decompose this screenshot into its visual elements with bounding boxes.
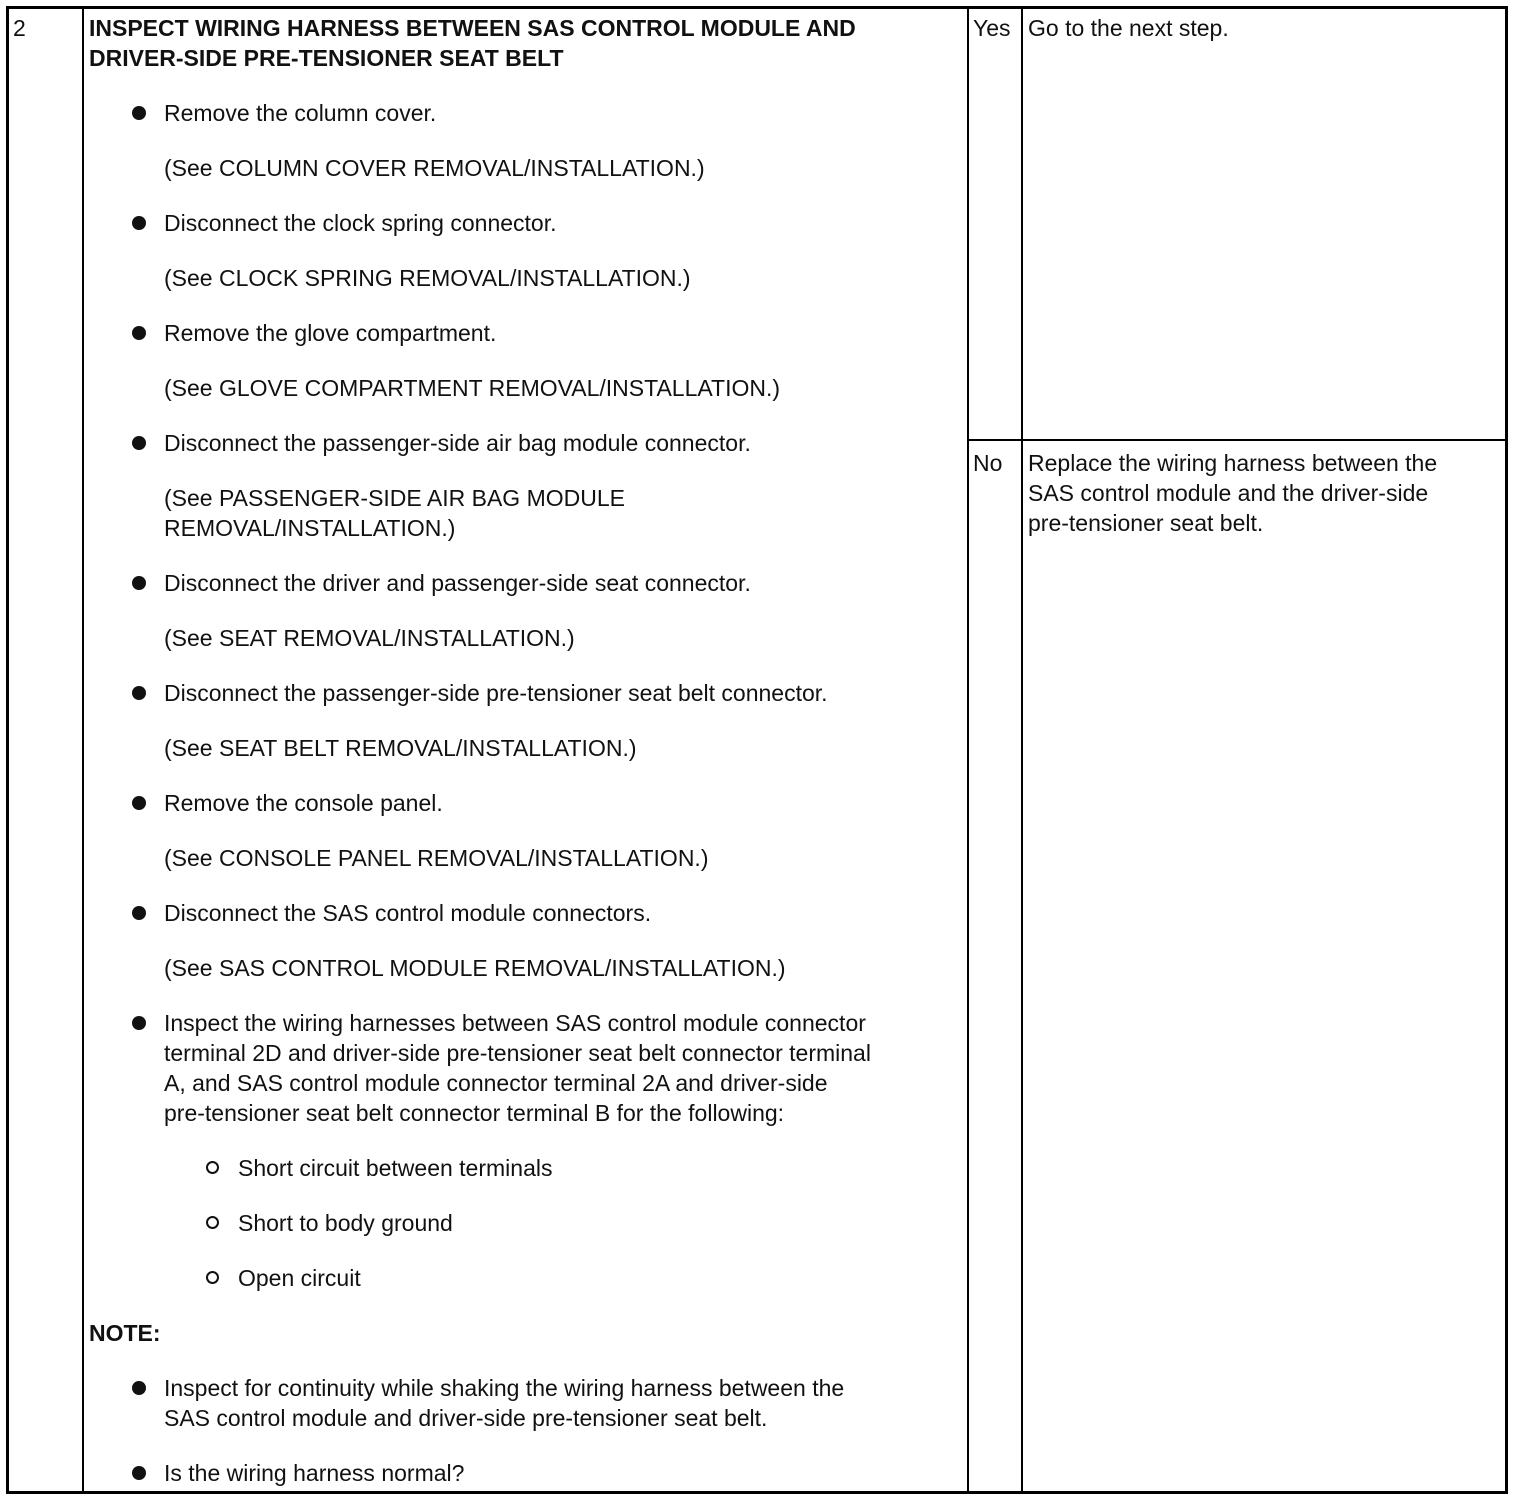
instruction-inspect-harnesses-line3: A, and SAS control module connector terminal 2A and driver-side: [164, 1070, 828, 1096]
instruction-inspect-harnesses-line4: pre-tensioner seat belt connector terminal B for the following:: [164, 1100, 785, 1126]
table-border-bottom: [6, 1491, 1508, 1494]
table-border-top: [6, 6, 1508, 9]
note-continuity-line2: SAS control module and driver-side pre-tensioner seat belt.: [164, 1405, 768, 1431]
bullet-icon: [132, 1381, 146, 1395]
column-divider-action: [1021, 6, 1023, 1494]
sub-bullet-icon: [206, 1216, 219, 1229]
instruction-inspect-harnesses: Inspect the wiring harnesses between SAS control module connector: [164, 1010, 866, 1036]
column-divider-result: [967, 6, 969, 1494]
sub-bullet-icon: [206, 1161, 219, 1174]
table-border-right: [1505, 6, 1508, 1494]
instruction-disconnect-clock-spring: Disconnect the clock spring connector.: [164, 210, 557, 236]
bullet-icon: [132, 106, 146, 120]
bullet-icon: [132, 436, 146, 450]
check-short-to-ground: Short to body ground: [238, 1210, 453, 1236]
note-label: NOTE:: [89, 1320, 161, 1346]
reference-console-panel: (See CONSOLE PANEL REMOVAL/INSTALLATION.): [164, 845, 709, 871]
result-no-label: No: [973, 450, 1003, 476]
reference-glove-compartment: (See GLOVE COMPARTMENT REMOVAL/INSTALLATION.): [164, 375, 781, 401]
instruction-inspect-harnesses-line2: terminal 2D and driver-side pre-tensioner seat belt connector terminal: [164, 1040, 871, 1066]
column-divider-step: [82, 6, 84, 1494]
bullet-icon: [132, 686, 146, 700]
reference-passenger-air-bag-line2: REMOVAL/INSTALLATION.): [164, 515, 456, 541]
reference-passenger-air-bag: (See PASSENGER-SIDE AIR BAG MODULE: [164, 485, 625, 511]
note-continuity: Inspect for continuity while shaking the wiring harness between the: [164, 1375, 845, 1401]
sub-bullet-icon: [206, 1271, 219, 1284]
check-open-circuit: Open circuit: [238, 1265, 361, 1291]
result-no-action: Replace the wiring harness between the: [1028, 450, 1438, 476]
instruction-remove-glove-compartment: Remove the glove compartment.: [164, 320, 497, 346]
check-short-between-terminals: Short circuit between terminals: [238, 1155, 553, 1181]
bullet-icon: [132, 216, 146, 230]
inspection-question: Is the wiring harness normal?: [164, 1460, 465, 1486]
reference-clock-spring: (See CLOCK SPRING REMOVAL/INSTALLATION.): [164, 265, 691, 291]
instruction-disconnect-sas-module: Disconnect the SAS control module connectors.: [164, 900, 652, 926]
bullet-icon: [132, 906, 146, 920]
reference-sas-module: (See SAS CONTROL MODULE REMOVAL/INSTALLATION.): [164, 955, 786, 981]
result-no-action-line3: pre-tensioner seat belt.: [1028, 510, 1264, 536]
instruction-disconnect-passenger-air-bag: Disconnect the passenger-side air bag module connector.: [164, 430, 751, 456]
bullet-icon: [132, 1016, 146, 1030]
bullet-icon: [132, 326, 146, 340]
reference-seat-belt: (See SEAT BELT REMOVAL/INSTALLATION.): [164, 735, 637, 761]
instruction-remove-column-cover: Remove the column cover.: [164, 100, 437, 126]
row-divider-yes-no: [967, 439, 1508, 441]
instruction-disconnect-seat-connector: Disconnect the driver and passenger-side seat connector.: [164, 570, 751, 596]
step-title-line2: DRIVER-SIDE PRE-TENSIONER SEAT BELT: [89, 45, 564, 71]
step-title: INSPECT WIRING HARNESS BETWEEN SAS CONTROL MODULE AND: [89, 15, 856, 41]
step-number: 2: [13, 15, 26, 41]
bullet-icon: [132, 576, 146, 590]
bullet-icon: [132, 1466, 146, 1480]
instruction-disconnect-pretensioner: Disconnect the passenger-side pre-tensioner seat belt connector.: [164, 680, 828, 706]
instruction-remove-console-panel: Remove the console panel.: [164, 790, 443, 816]
bullet-icon: [132, 796, 146, 810]
result-yes-action: Go to the next step.: [1028, 15, 1229, 41]
table-border-left: [6, 6, 9, 1494]
reference-seat: (See SEAT REMOVAL/INSTALLATION.): [164, 625, 575, 651]
result-no-action-line2: SAS control module and the driver-side: [1028, 480, 1429, 506]
reference-column-cover: (See COLUMN COVER REMOVAL/INSTALLATION.): [164, 155, 705, 181]
result-yes-label: Yes: [973, 15, 1011, 41]
